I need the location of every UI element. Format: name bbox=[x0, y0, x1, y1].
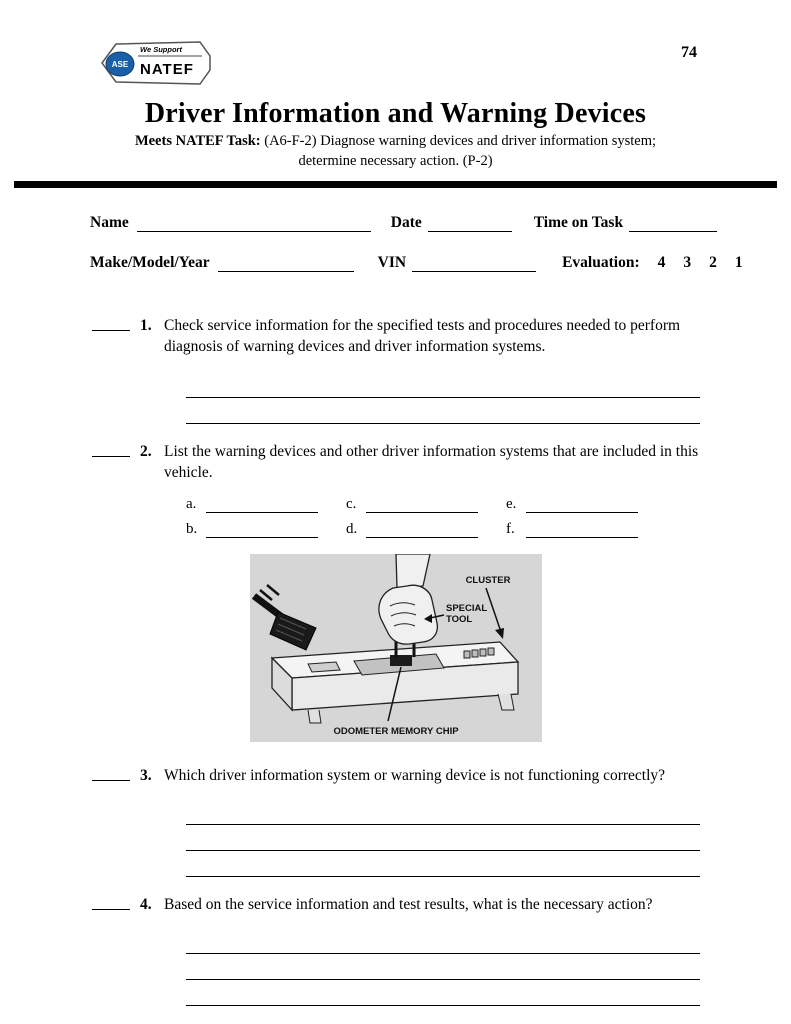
cluster-figure bbox=[250, 554, 542, 742]
task-label: Meets NATEF Task: bbox=[134, 133, 261, 149]
letter-label: d. bbox=[346, 520, 358, 537]
time-on-task-label: Time on Task bbox=[533, 214, 624, 232]
letter-blank-d[interactable] bbox=[366, 523, 478, 538]
ase-label: ASE bbox=[111, 60, 129, 69]
letter-item-e bbox=[506, 496, 666, 513]
question-4-number: 4. bbox=[140, 895, 152, 913]
name-blank[interactable] bbox=[137, 216, 371, 232]
answer-line[interactable] bbox=[186, 825, 700, 851]
question-2 bbox=[0, 442, 791, 484]
we-support-label: We Support bbox=[140, 45, 182, 54]
letter-blank-b[interactable] bbox=[206, 523, 318, 538]
question-1-answer-area bbox=[186, 372, 700, 424]
letter-label: e. bbox=[506, 495, 517, 512]
task-text: (A6-F-2) Diagnose warning devices and driver information system; bbox=[264, 133, 657, 149]
form-row-vehicle bbox=[0, 254, 791, 272]
cluster-label: CLUSTER bbox=[465, 574, 510, 586]
cluster-detail bbox=[308, 662, 340, 672]
question-3-text: Which driver information system or warning device is not functioning correctly? bbox=[164, 766, 666, 784]
vin-label: VIN bbox=[377, 254, 407, 272]
letter-label: b. bbox=[186, 520, 198, 537]
question-4-status-blank[interactable] bbox=[92, 895, 130, 910]
odometer-memory-chip-label: ODOMETER MEMORY CHIP bbox=[332, 725, 459, 737]
evaluation-option-4[interactable]: 4 bbox=[657, 254, 666, 272]
evaluation-option-3[interactable]: 3 bbox=[683, 254, 692, 272]
letter-item-b bbox=[186, 521, 346, 538]
natef-logo bbox=[96, 36, 216, 90]
odometer-chip bbox=[390, 655, 412, 666]
special-tool-label-line2: TOOL bbox=[445, 613, 472, 625]
question-3-number: 3. bbox=[140, 766, 152, 784]
special-tool-label-line1: SPECIAL bbox=[445, 602, 487, 614]
date-label: Date bbox=[390, 214, 422, 232]
question-1-status-blank[interactable] bbox=[92, 316, 130, 331]
vin-blank[interactable] bbox=[412, 256, 536, 272]
answer-line[interactable] bbox=[186, 398, 700, 424]
letter-blank-e[interactable] bbox=[526, 498, 638, 513]
question-2-number: 2. bbox=[140, 443, 152, 461]
question-1-number: 1. bbox=[140, 317, 152, 335]
letter-item-c bbox=[346, 496, 506, 513]
question-3 bbox=[0, 766, 791, 787]
make-model-year-blank[interactable] bbox=[218, 256, 354, 272]
evaluation-option-2[interactable]: 2 bbox=[709, 254, 717, 272]
date-blank[interactable] bbox=[428, 216, 512, 232]
letter-label: f. bbox=[506, 520, 515, 537]
letter-label: a. bbox=[186, 495, 197, 512]
task-text-2: determine necessary action. (P-2) bbox=[298, 153, 493, 170]
answer-line[interactable] bbox=[186, 928, 700, 954]
time-on-task-blank[interactable] bbox=[629, 216, 717, 232]
divider-rule bbox=[14, 181, 777, 188]
question-2-letter-blanks bbox=[186, 496, 791, 538]
answer-line[interactable] bbox=[186, 799, 700, 825]
answer-line[interactable] bbox=[186, 851, 700, 877]
letter-item-f bbox=[506, 521, 666, 538]
question-3-answer-area bbox=[186, 799, 700, 877]
answer-line[interactable] bbox=[186, 954, 700, 980]
letter-item-d bbox=[346, 521, 506, 538]
evaluation-label: Evaluation: bbox=[562, 254, 640, 272]
question-4-text: Based on the service information and test results, what is the necessary action? bbox=[164, 895, 653, 913]
letter-item-a bbox=[186, 496, 346, 513]
evaluation-option-1[interactable]: 1 bbox=[734, 254, 743, 272]
form-row-name bbox=[0, 214, 791, 232]
question-4 bbox=[0, 895, 791, 916]
cluster-illustration bbox=[250, 554, 542, 742]
letter-blank-a[interactable] bbox=[206, 498, 318, 513]
page-header bbox=[0, 0, 791, 90]
cluster-leg-left bbox=[308, 710, 321, 723]
natef-task-line-2 bbox=[0, 152, 791, 170]
letter-blank-c[interactable] bbox=[366, 498, 478, 513]
question-2-status-blank[interactable] bbox=[92, 442, 130, 457]
make-model-year-label: Make/Model/Year bbox=[90, 254, 210, 272]
natef-task-line bbox=[0, 132, 791, 150]
question-3-status-blank[interactable] bbox=[92, 766, 130, 781]
question-2-text: List the warning devices and other driver information systems that are included in this vehicle. bbox=[164, 443, 699, 482]
question-4-answer-area bbox=[186, 928, 700, 1006]
question-1-text: Check service information for the specified tests and procedures needed to perform diagnosis of warning devices and driver information systems. bbox=[164, 317, 681, 356]
page-title: Driver Information and Warning Devices bbox=[144, 98, 647, 129]
answer-line[interactable] bbox=[186, 372, 700, 398]
question-1 bbox=[0, 316, 791, 358]
name-label: Name bbox=[90, 214, 129, 232]
letter-blank-f[interactable] bbox=[526, 523, 638, 538]
letter-label: c. bbox=[346, 495, 357, 512]
natef-label: NATEF bbox=[140, 61, 194, 78]
page-number: 74 bbox=[681, 44, 697, 61]
answer-line[interactable] bbox=[186, 980, 700, 1006]
